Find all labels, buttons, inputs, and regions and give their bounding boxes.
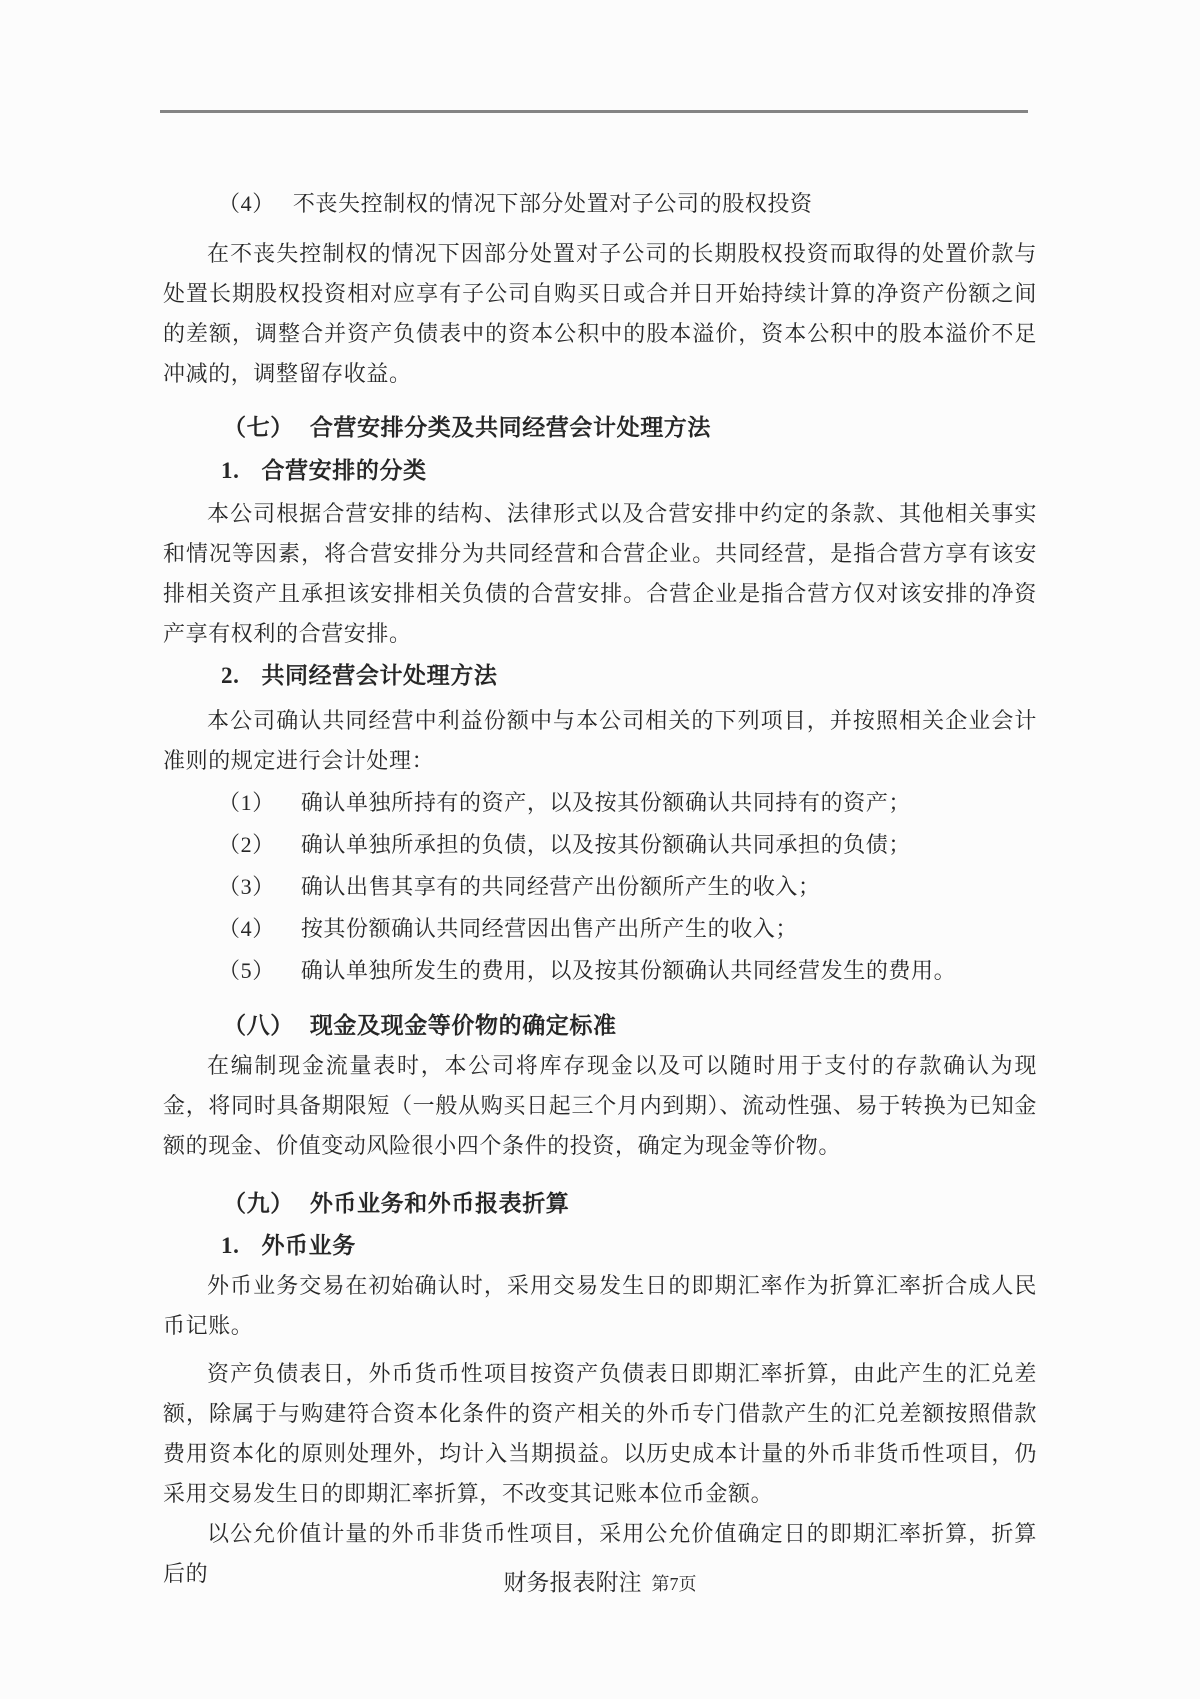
sub-heading-number: 1. xyxy=(221,1233,240,1258)
list-item-number: （3） xyxy=(218,874,275,899)
paragraph: 在不丧失控制权的情况下因部分处置对子公司的长期股权投资而取得的处置价款与处置长期股权投资相对应享有子公司自购买日或合并日开始持续计算的净资产份额之间的差额，调整合并资产负债表中的资本公积中的股本溢价，资本公积中的股本溢价不足冲减的，调整留存收益。 xyxy=(163,241,1037,386)
list-item xyxy=(163,825,1037,865)
section-title: 外币业务和外币报表折算 xyxy=(309,1191,570,1216)
sub-heading xyxy=(163,1226,1037,1266)
page-number: 第7页 xyxy=(651,1574,697,1594)
list-item-text: 确认单独所承担的负债，以及按其份额确认共同承担的负债； xyxy=(300,832,912,857)
section-number: （八） xyxy=(223,1013,294,1038)
list-item-text: 确认单独所持有的资产，以及按其份额确认共同持有的资产； xyxy=(300,790,912,815)
list-item-text: 确认出售其享有的共同经营产出份额所产生的收入； xyxy=(300,874,821,899)
paragraph: 在编制现金流量表时，本公司将库存现金以及可以随时用于支付的存款确认为现金，将同时具备期限短（一般从购买日起三个月内到期）、流动性强、易于转换为已知金额的现金、价值变动风险很小四个条件的投资，确定为现金等价物。 xyxy=(163,1053,1037,1158)
header-rule xyxy=(160,110,1028,113)
list-item-text: 确认单独所发生的费用，以及按其份额确认共同经营发生的费用。 xyxy=(300,958,957,983)
section-title: 合营安排分类及共同经营会计处理方法 xyxy=(309,415,712,440)
subsection-heading xyxy=(163,184,1037,224)
list-item xyxy=(163,783,1037,823)
list-item xyxy=(163,867,1037,907)
list-item-number: （2） xyxy=(218,832,275,857)
sub-heading-title: 共同经营会计处理方法 xyxy=(261,663,498,688)
list-item-number: （4） xyxy=(218,916,275,941)
sub-heading xyxy=(163,656,1037,696)
paragraph: 以公允价值计量的外币非货币性项目，采用公允价值确定日的即期汇率折算，折算后的 xyxy=(163,1521,1037,1586)
sub-heading-title: 外币业务 xyxy=(261,1233,356,1258)
heading-number: （4） xyxy=(218,191,275,216)
sub-heading-number: 2. xyxy=(221,663,240,688)
list-item xyxy=(163,909,1037,949)
paragraph: 资产负债表日，外币货币性项目按资产负债表日即期汇率折算，由此产生的汇兑差额，除属于与购建符合资本化条件的资产相关的外币专门借款产生的汇兑差额按照借款费用资本化的原则处理外，均计入当期损益。以历史成本计量的外币非货币性项目，仍采用交易发生日的即期汇率折算，不改变其记账本位币金额。 xyxy=(163,1361,1037,1506)
paragraph: 本公司确认共同经营中利益份额中与本公司相关的下列项目，并按照相关企业会计准则的规定进行会计处理： xyxy=(163,708,1037,773)
section-heading xyxy=(163,1184,1037,1224)
sub-heading-number: 1. xyxy=(221,458,240,483)
paragraph: 外币业务交易在初始确认时，采用交易发生日的即期汇率作为折算汇率折合成人民币记账。 xyxy=(163,1273,1037,1338)
list-item-number: （1） xyxy=(218,790,275,815)
section-heading xyxy=(163,1006,1037,1046)
list-item xyxy=(163,951,1037,991)
footer-title: 财务报表附注 xyxy=(503,1570,642,1595)
list-item-text: 按其份额确认共同经营因出售产出所产生的收入； xyxy=(300,916,799,941)
list-item-number: （5） xyxy=(218,958,275,983)
section-title: 现金及现金等价物的确定标准 xyxy=(309,1013,617,1038)
paragraph: 本公司根据合营安排的结构、法律形式以及合营安排中约定的条款、其他相关事实和情况等因素，将合营安排分为共同经营和合营企业。共同经营，是指合营方享有该安排相关资产且承担该安排相关负债的合营安排。合营企业是指合营方仅对该安排的净资产享有权利的合营安排。 xyxy=(163,501,1037,646)
document-body xyxy=(163,184,1037,1594)
heading-title: 不丧失控制权的情况下部分处置对子公司的股权投资 xyxy=(292,191,813,216)
section-number: （七） xyxy=(223,415,294,440)
sub-heading-title: 合营安排的分类 xyxy=(261,458,427,483)
sub-heading xyxy=(163,451,1037,491)
page-footer xyxy=(0,1563,1200,1606)
section-heading xyxy=(163,408,1037,448)
section-number: （九） xyxy=(223,1191,294,1216)
